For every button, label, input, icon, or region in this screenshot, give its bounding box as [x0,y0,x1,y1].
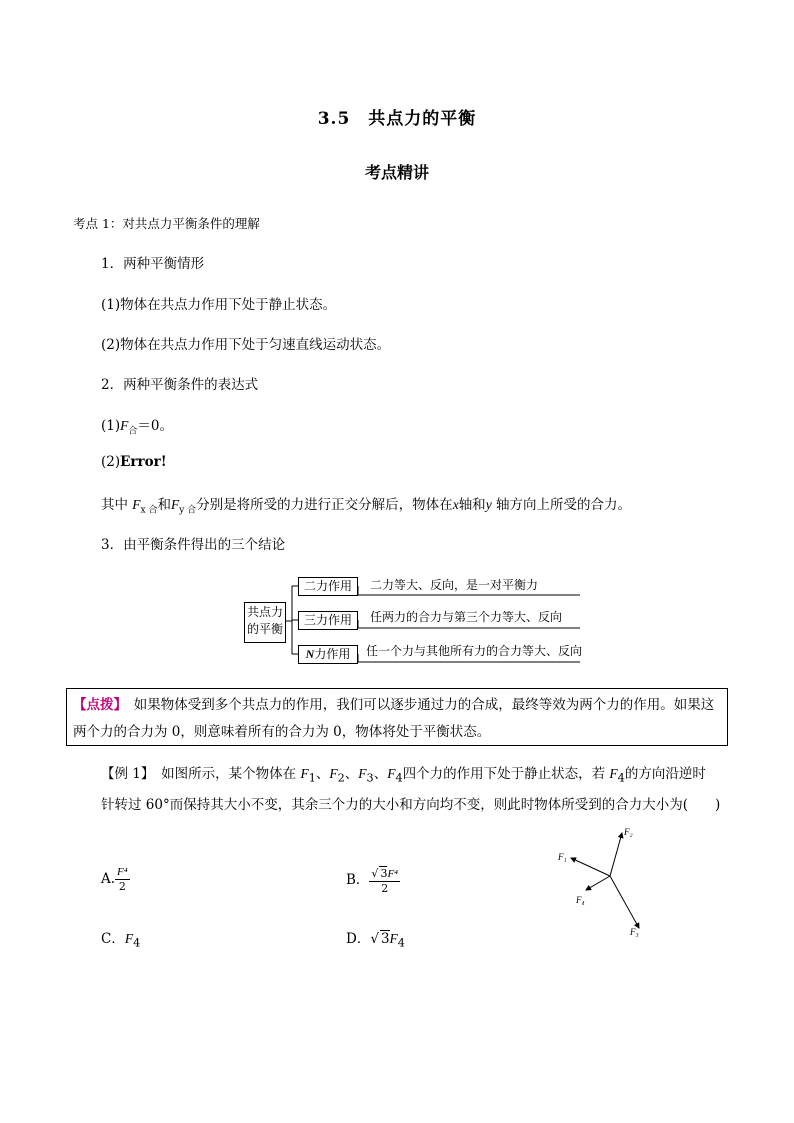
force-f3-arrow [610,876,639,928]
s2a-F: F [120,418,129,433]
s2a-sub: 合 [128,426,138,437]
example-text-3: 的方向沿逆时 [624,766,706,782]
s2a-prefix: (1) [101,418,121,434]
note-ysub: y 合 [179,505,197,516]
section-1-heading: 1．两种平衡情形 [101,256,205,272]
example-text-1: 如图所示，某个物体在 [147,766,301,782]
option-d-F: F [389,931,398,946]
section-subtitle: 考点精讲 [364,163,429,182]
example-f1-sub: 1 [308,771,316,785]
example-sep-1: 、 [315,766,330,782]
option-d-sqrt: 3 [380,931,390,947]
concept-branch-2-text: 任两力的合力与第三个力等大、反向 [370,610,563,624]
option-b-den: 2 [381,882,389,895]
force-f3-label: F₃ [630,927,639,937]
note-Fy: F [170,497,180,512]
concept-branch-1-text: 二力等大、反向，是一对平衡力 [370,578,539,592]
example-f4b: F [609,766,618,781]
example-f4-sub: 4 [395,771,403,785]
force-f1-label: F₁ [558,852,567,862]
example-sep-3: 、 [373,766,388,782]
force-f1-arrow [571,858,610,876]
example-question [101,760,741,819]
s2a-post: ＝0。 [137,418,173,434]
option-a[interactable] [101,866,130,893]
note-and: 和 [157,497,171,513]
note-x: x [452,497,459,512]
s2-item-b [101,454,167,470]
force-f2-arrow [610,833,622,876]
s2-item-a [101,414,173,437]
example-tag: 【例 1】 [101,766,148,782]
example-f4: F [387,766,396,781]
example-f3: F [358,766,367,781]
s2b-prefix: (2) [101,454,121,470]
section-3-heading: 3．由平衡条件得出的三个结论 [101,537,286,553]
option-a-num: F⁴ [117,866,128,878]
example-text-4: 针转过 60°而保持其大小不变，其余三个力的大小和方向均不变，则此时物体所受到的合力大小为( ) [101,796,721,813]
option-b-sqrt: 3 [380,867,388,880]
option-a-fraction [115,866,130,893]
hint-text: 如果物体受到多个共点力的作用，我们可以逐步通过力的合成，最终等效为两个力的作用。如果这两个力的合力为 0，则意味着所有的合力为 0，物体将处于平衡状态。 [73,697,715,740]
s2-note [101,493,631,516]
note-text-3: 轴和 [458,497,486,513]
example-f1: F [300,766,309,781]
concept-branch-3-label-text: 力作用 [314,647,351,661]
option-b-numF: F⁴ [387,868,398,880]
option-d-sub: 4 [397,936,405,950]
note-Fx: F [132,497,141,512]
concept-root-box: 共点力的平衡 [244,602,286,643]
option-b-fraction [369,866,400,895]
option-a-den: 2 [118,880,126,893]
option-a-label: A. [101,871,116,887]
force-f4-arrow [586,876,610,890]
option-b[interactable] [346,866,400,895]
s1-item-b: (2)物体在共点力作用下处于匀速直线运动状态。 [101,337,391,353]
option-d-label: D． [346,931,371,947]
concept-branch-3-N: N [305,647,315,661]
page-title: 3.5 共点力的平衡 [317,109,477,129]
option-b-num: √ 3F⁴ [371,867,398,880]
concept-branch-3-label [298,645,358,664]
note-text-1: 其中 [101,497,133,513]
concept-branch-1-label: 二力作用 [298,577,358,596]
kaodian-heading: 考点 1：对共点力平衡条件的理解 [73,216,260,231]
concept-branch-2-label: 三力作用 [298,611,358,630]
option-c-sub: 4 [133,936,141,950]
example-f2: F [329,766,338,781]
option-c-label: C． [101,931,125,947]
hint-box [66,688,728,746]
force-f2-label: F₂ [624,827,633,837]
example-text-2: 四个力的作用下处于静止状态，若 [402,766,610,782]
s1-item-a: (1)物体在共点力作用下处于静止状态。 [101,297,337,313]
concept-branch-3-text: 任一个力与其他所有力的合力等大、反向 [366,644,583,658]
force-f4-label: F₄ [576,895,585,905]
option-d[interactable]: D．√ $3F_4$ [346,931,405,950]
example-f3-sub: 3 [366,771,374,785]
s2b-error: Error! [120,454,167,470]
option-c[interactable] [101,927,140,950]
example-f4b-sub: 4 [617,771,625,785]
concept-diagram [240,575,590,665]
option-b-label: B． [346,872,370,888]
note-text-2: 分别是将所受的力进行正交分解后，物体在 [196,497,453,513]
example-sep-2: 、 [344,766,359,782]
option-c-F: F [124,931,134,946]
note-y: y [485,497,492,512]
note-text-4: 轴方向上所受的合力。 [491,497,631,513]
note-xsub: x 合 [140,505,158,516]
example-f2-sub: 2 [337,771,345,785]
hint-tag: 【点拨】 [73,697,121,713]
force-diagram [540,818,660,943]
section-2-heading: 2．两种平衡条件的表达式 [101,377,259,393]
